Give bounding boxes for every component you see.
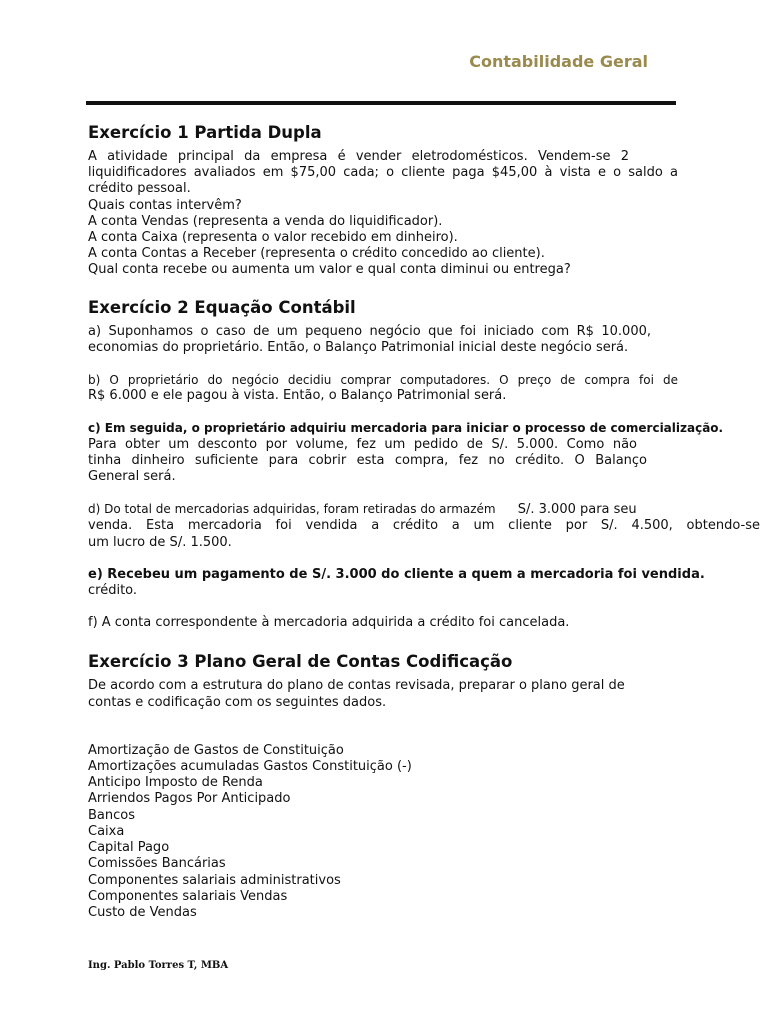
exercise-3 <box>88 651 678 921</box>
ex1-line-4: Quais contas intervêm? <box>88 197 242 213</box>
list-item: Custo de Vendas <box>88 904 197 920</box>
exercise-1-title: Exercício 1 Partida Dupla <box>88 123 322 142</box>
ex1-line-6: A conta Caixa (representa o valor recebido em dinheiro). <box>88 230 458 246</box>
list-item: Capital Pago <box>88 840 170 856</box>
ex1-line-7: A conta Contas a Receber (representa o crédito concedido ao cliente). <box>88 246 545 262</box>
ex1-line-3: crédito pessoal. <box>88 181 191 197</box>
list-item: Anticipo Imposto de Renda <box>88 775 263 791</box>
ex2-c-line-2: Para obter um desconto por volume, fez um pedido de S/. 5.000. Como não <box>88 436 637 452</box>
ex2-d-line-1a: d) Do total de mercadorias adquiridas, foram retiradas do armazém <box>88 502 496 517</box>
accounts-list <box>88 743 678 921</box>
ex2-d-line-2: venda. Esta mercadoria foi vendida a crédito a um cliente por S/. 4.500, obtendo-se <box>88 518 760 534</box>
ex1-line-8: Qual conta recebe ou aumenta um valor e qual conta diminui ou entrega? <box>88 262 571 278</box>
list-item: Amortização de Gastos de Constituição <box>88 742 344 758</box>
ex1-line-1: A atividade principal da empresa é vender eletrodomésticos. Vendem-se 2 <box>88 149 629 164</box>
ex2-b-line-1: b) O proprietário do negócio decidiu comprar computadores. O preço de compra foi de <box>88 373 678 388</box>
list-item: Arriendos Pagos Por Anticipado <box>88 791 291 807</box>
exercise-2 <box>88 297 760 632</box>
ex2-d-line-3: um lucro de S/. 1.500. <box>88 534 232 550</box>
ex2-e-line-1: e) Recebeu um pagamento de S/. 3.000 do cliente a quem a mercadoria foi vendida. <box>88 566 705 582</box>
ex2-e-line-2: crédito. <box>88 583 138 599</box>
ex2-b-line-2: R$ 6.000 e ele pagou à vista. Então, o Balanço Patrimonial será. <box>88 388 507 404</box>
ex1-line-5: A conta Vendas (representa a venda do liquidificador). <box>88 213 443 229</box>
list-item: Comissões Bancárias <box>88 856 226 872</box>
header-title: Contabilidade Geral <box>469 52 648 71</box>
list-item: Caixa <box>88 823 125 839</box>
list-item: Bancos <box>88 807 135 823</box>
ex2-c-line-3: tinha dinheiro suficiente para cobrir esta compra, fez no crédito. O Balanço <box>88 452 647 468</box>
ex2-f-line-1: f) A conta correspondente à mercadoria adquirida a crédito foi cancelada. <box>88 615 570 631</box>
ex1-line-2: liquidificadores avaliados em $75,00 cada; o cliente paga $45,00 à vista e o saldo a <box>88 165 678 181</box>
document-content <box>88 122 760 921</box>
exercise-1 <box>88 122 678 279</box>
exercise-2-title: Exercício 2 Equação Contábil <box>88 297 356 317</box>
list-item: Amortizações acumuladas Gastos Constituição (-) <box>88 759 412 775</box>
ex2-c-line-1: c) Em seguida, o proprietário adquiriu mercadoria para iniciar o processo de comercialização. <box>88 421 724 436</box>
ex2-d-line-1 <box>88 501 678 518</box>
ex2-a-line-1: a) Suponhamos o caso de um pequeno negócio que foi iniciado com R$ 10.000, <box>88 323 651 339</box>
ex3-para-line-2: contas e codificação com os seguintes dados. <box>88 694 387 710</box>
header-rule <box>86 101 676 105</box>
list-item: Componentes salariais Vendas <box>88 888 288 904</box>
ex3-para-line-1: De acordo com a estrutura do plano de contas revisada, preparar o plano geral de <box>88 678 625 694</box>
ex2-c-line-4: General será. <box>88 469 176 485</box>
footer-author: Ing. Pablo Torres T, MBA <box>88 960 229 971</box>
list-item: Componentes salariais administrativos <box>88 872 341 888</box>
exercise-3-title: Exercício 3 Plano Geral de Contas Codificação <box>88 652 513 672</box>
ex2-a-line-2: economias do proprietário. Então, o Balanço Patrimonial inicial deste negócio será. <box>88 339 629 355</box>
ex2-d-line-1b: S/. 3.000 para seu <box>517 502 637 518</box>
